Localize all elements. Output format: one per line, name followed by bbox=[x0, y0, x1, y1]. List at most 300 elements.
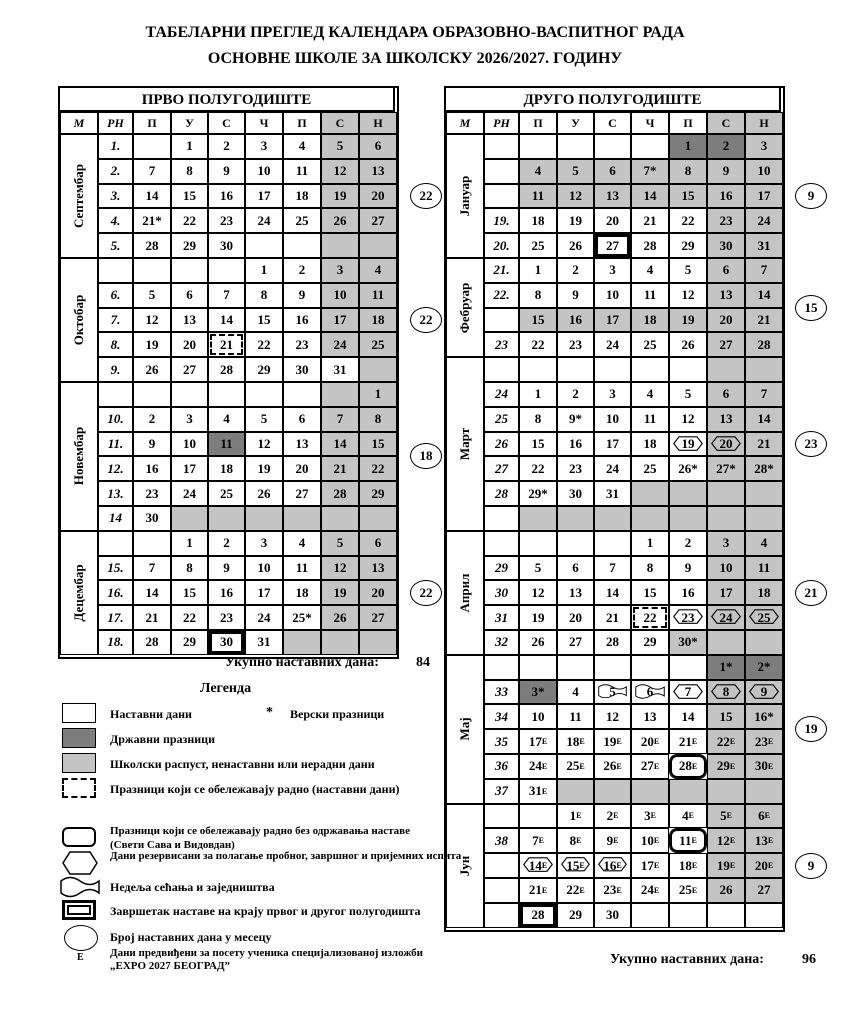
expo-marker: E bbox=[726, 811, 732, 821]
day-number: 28 bbox=[531, 907, 545, 923]
day-number: 24 bbox=[606, 336, 619, 352]
day-cell bbox=[669, 308, 707, 333]
day-cell bbox=[171, 531, 208, 556]
day-number: 26 bbox=[603, 758, 617, 774]
day-cell bbox=[707, 680, 745, 705]
month-day-count-circle: 19 bbox=[795, 716, 827, 742]
day-cell bbox=[707, 704, 745, 729]
day-number: 6 bbox=[722, 262, 730, 278]
day-cell bbox=[707, 903, 745, 928]
day-number: 4 bbox=[646, 262, 654, 278]
day-number: 9 bbox=[298, 287, 306, 303]
day-cell bbox=[669, 159, 707, 184]
day-cell bbox=[707, 853, 745, 878]
day-number: 22 bbox=[531, 460, 545, 476]
day-number: 18 bbox=[371, 311, 385, 327]
day-cell bbox=[171, 233, 208, 258]
day-cell bbox=[321, 481, 359, 506]
day-number: 25 bbox=[295, 212, 309, 228]
day-number: 2 bbox=[572, 262, 579, 278]
day-number: 13 bbox=[719, 287, 733, 303]
day-cell bbox=[245, 432, 283, 457]
day-cell bbox=[519, 556, 557, 581]
day-number: 13 bbox=[754, 832, 768, 848]
day-cell bbox=[669, 655, 707, 680]
day-number: 12 bbox=[145, 311, 159, 327]
day-cell bbox=[669, 456, 707, 481]
day-number: 1 bbox=[684, 138, 692, 154]
day-number: 27 bbox=[371, 212, 385, 228]
day-number: 24 bbox=[183, 485, 196, 501]
day-cell bbox=[359, 432, 397, 457]
day-cell bbox=[669, 531, 707, 556]
day-number: 7 bbox=[609, 559, 616, 575]
day-number: 27 bbox=[371, 609, 385, 625]
column-header: РН bbox=[484, 112, 519, 134]
week-number: 31 bbox=[484, 605, 519, 630]
day-number: 15 bbox=[681, 187, 695, 203]
day-number: 23 bbox=[295, 336, 309, 352]
day-cell bbox=[594, 184, 631, 209]
day-cell bbox=[283, 184, 321, 209]
day-cell bbox=[321, 283, 359, 308]
day-cell bbox=[519, 630, 557, 655]
day-cell bbox=[557, 531, 594, 556]
day-cell bbox=[283, 630, 321, 655]
day-number: 30 bbox=[606, 907, 619, 923]
day-number: 6 bbox=[374, 138, 382, 154]
day-cell bbox=[208, 506, 245, 531]
day-cell bbox=[245, 630, 283, 655]
day-cell bbox=[745, 580, 783, 605]
week-number: 19. bbox=[484, 208, 519, 233]
sem1-total-value: 84 bbox=[416, 655, 430, 670]
day-number: 26* bbox=[678, 460, 698, 476]
day-number: 9 bbox=[223, 163, 230, 179]
day-number: 3 bbox=[260, 535, 268, 551]
day-number: 31 bbox=[757, 237, 771, 253]
month-label bbox=[446, 804, 484, 928]
week-number: 7. bbox=[98, 308, 133, 333]
day-cell bbox=[133, 556, 171, 581]
week-number: 28 bbox=[484, 481, 519, 506]
day-cell bbox=[133, 531, 171, 556]
day-number: 13 bbox=[183, 311, 196, 327]
day-number: 15 bbox=[371, 435, 385, 451]
expo-marker: E bbox=[650, 811, 656, 821]
day-number: 5 bbox=[336, 138, 344, 154]
column-header: С bbox=[208, 112, 245, 134]
day-cell bbox=[745, 729, 783, 754]
sem2-total-label: Укупно наставних дана: bbox=[610, 952, 764, 967]
day-cell bbox=[594, 655, 631, 680]
legend-title: Легенда bbox=[200, 681, 252, 696]
day-cell bbox=[133, 407, 171, 432]
month-name: Мај bbox=[457, 717, 472, 741]
day-number: 6 bbox=[186, 287, 193, 303]
day-number: 15 bbox=[566, 857, 580, 873]
day-cell bbox=[359, 556, 397, 581]
day-cell bbox=[208, 134, 245, 159]
day-cell bbox=[669, 828, 707, 853]
day-number: 22 bbox=[183, 609, 196, 625]
day-cell bbox=[557, 159, 594, 184]
week-number bbox=[484, 531, 519, 556]
day-number: 28 bbox=[220, 361, 233, 377]
day-cell bbox=[594, 432, 631, 457]
day-number: 24 bbox=[528, 758, 542, 774]
expo-marker: E bbox=[579, 861, 585, 871]
column-header: М bbox=[60, 112, 98, 134]
day-cell bbox=[208, 357, 245, 382]
week-number bbox=[484, 159, 519, 184]
month-day-count-circle: 22 bbox=[410, 183, 442, 209]
day-number: 13 bbox=[569, 584, 582, 600]
day-cell bbox=[519, 655, 557, 680]
day-cell bbox=[594, 878, 631, 903]
day-cell bbox=[557, 804, 594, 829]
day-cell bbox=[631, 729, 669, 754]
day-number: 4 bbox=[682, 807, 689, 823]
legend-swatch-oval bbox=[62, 827, 96, 847]
week-number: 33 bbox=[484, 680, 519, 705]
day-number: 6 bbox=[374, 535, 382, 551]
day-cell bbox=[519, 779, 557, 804]
day-cell bbox=[631, 704, 669, 729]
day-cell bbox=[557, 779, 594, 804]
week-number: 10. bbox=[98, 407, 133, 432]
day-cell bbox=[321, 407, 359, 432]
day-cell bbox=[745, 208, 783, 233]
day-number: 10 bbox=[183, 435, 196, 451]
day-number: 10 bbox=[640, 832, 654, 848]
day-number: 13 bbox=[643, 708, 657, 724]
day-number: 20 bbox=[371, 584, 385, 600]
day-number: 15 bbox=[531, 435, 545, 451]
day-number: 21 bbox=[757, 435, 771, 451]
day-number: 29 bbox=[183, 237, 196, 253]
day-cell bbox=[171, 258, 208, 283]
day-number: 14 bbox=[145, 584, 159, 600]
day-cell bbox=[519, 332, 557, 357]
day-number: 11 bbox=[679, 832, 692, 848]
day-number: 1 bbox=[260, 262, 268, 278]
expo-marker: E bbox=[691, 761, 698, 771]
day-cell bbox=[631, 134, 669, 159]
day-cell bbox=[557, 332, 594, 357]
day-number: 27 bbox=[569, 634, 582, 650]
day-number: 9 bbox=[223, 559, 230, 575]
day-number: 17 bbox=[183, 460, 196, 476]
day-cell bbox=[245, 308, 283, 333]
day-number: 30 bbox=[295, 361, 309, 377]
day-cell bbox=[631, 804, 669, 829]
day-cell bbox=[557, 556, 594, 581]
day-number: 5 bbox=[609, 683, 616, 699]
day-cell bbox=[631, 208, 669, 233]
day-cell bbox=[321, 233, 359, 258]
day-cell bbox=[594, 804, 631, 829]
day-number: 14 bbox=[643, 187, 657, 203]
day-cell bbox=[745, 407, 783, 432]
day-cell bbox=[321, 630, 359, 655]
day-cell bbox=[359, 283, 397, 308]
day-cell bbox=[707, 233, 745, 258]
day-cell bbox=[245, 357, 283, 382]
day-number: 9 bbox=[148, 435, 156, 451]
week-number: 27 bbox=[484, 456, 519, 481]
day-number: 24 bbox=[757, 212, 771, 228]
day-number: 3 bbox=[336, 262, 344, 278]
day-number: 3 bbox=[609, 262, 616, 278]
day-number: 7 bbox=[336, 411, 344, 427]
week-number: 26 bbox=[484, 432, 519, 457]
day-cell bbox=[631, 332, 669, 357]
day-number: 28 bbox=[757, 336, 771, 352]
day-number: 19 bbox=[333, 584, 347, 600]
day-cell bbox=[171, 159, 208, 184]
expo-marker: E bbox=[616, 861, 622, 871]
day-cell bbox=[283, 208, 321, 233]
month-label bbox=[446, 655, 484, 804]
day-cell bbox=[707, 655, 745, 680]
day-cell bbox=[245, 332, 283, 357]
day-number: 18 bbox=[678, 857, 692, 873]
week-number: 15. bbox=[98, 556, 133, 581]
day-number: 8 bbox=[534, 287, 542, 303]
month-label bbox=[446, 134, 484, 258]
day-number: 7 bbox=[148, 163, 156, 179]
day-number: 2 bbox=[606, 807, 614, 823]
week-number bbox=[484, 134, 519, 159]
month-name: Децембар bbox=[71, 564, 86, 622]
day-cell bbox=[631, 605, 669, 630]
day-cell bbox=[519, 605, 557, 630]
expo-marker: E bbox=[653, 885, 660, 895]
day-cell bbox=[669, 903, 707, 928]
day-cell bbox=[745, 630, 783, 655]
column-header: П bbox=[283, 112, 321, 134]
day-cell bbox=[133, 332, 171, 357]
column-header: С bbox=[321, 112, 359, 134]
week-number: 6. bbox=[98, 283, 133, 308]
day-cell bbox=[171, 308, 208, 333]
day-cell bbox=[594, 382, 631, 407]
day-number: 5 bbox=[260, 411, 268, 427]
day-cell bbox=[171, 208, 208, 233]
day-number: 29 bbox=[681, 237, 695, 253]
week-number bbox=[98, 531, 133, 556]
expo-marker: E bbox=[688, 811, 694, 821]
day-number: 20 bbox=[183, 336, 196, 352]
expo-marker: E bbox=[541, 737, 548, 747]
day-number: 15 bbox=[183, 584, 196, 600]
week-number: 34 bbox=[484, 704, 519, 729]
day-cell bbox=[321, 134, 359, 159]
day-number: 31 bbox=[528, 783, 542, 799]
day-number: 17 bbox=[528, 733, 542, 749]
day-number: 6 bbox=[758, 807, 765, 823]
day-cell bbox=[557, 407, 594, 432]
day-number: 23 bbox=[569, 336, 582, 352]
day-cell bbox=[245, 556, 283, 581]
month-name: Јун bbox=[457, 855, 472, 876]
day-cell bbox=[669, 233, 707, 258]
day-cell bbox=[171, 357, 208, 382]
day-cell bbox=[321, 332, 359, 357]
expo-marker: E bbox=[729, 737, 736, 747]
day-number: 26 bbox=[569, 237, 582, 253]
page-title-line1: ТАБЕЛАРНИ ПРЕГЛЕД КАЛЕНДАРА ОБРАЗОВНО-ВАСПИТНОГ РАДА bbox=[145, 24, 685, 41]
day-cell bbox=[594, 258, 631, 283]
day-number: 2 bbox=[298, 262, 306, 278]
day-cell bbox=[557, 630, 594, 655]
day-number: 8 bbox=[684, 163, 692, 179]
month-name: Октобар bbox=[71, 294, 86, 346]
day-number: 21 bbox=[333, 460, 347, 476]
day-cell bbox=[669, 580, 707, 605]
day-number: 2 bbox=[223, 535, 230, 551]
day-cell bbox=[745, 481, 783, 506]
day-cell bbox=[594, 481, 631, 506]
day-number: 28* bbox=[754, 460, 774, 476]
day-cell bbox=[707, 580, 745, 605]
day-number: 17 bbox=[606, 311, 619, 327]
day-number: 28 bbox=[606, 634, 619, 650]
day-number: 17 bbox=[606, 435, 619, 451]
column-header: У bbox=[557, 112, 594, 134]
day-number: 9* bbox=[569, 411, 582, 427]
day-number: 22 bbox=[566, 882, 580, 898]
day-cell bbox=[359, 407, 397, 432]
day-number: 24 bbox=[640, 882, 654, 898]
sem2-heading: ДРУГО ПОЛУГОДИШТЕ bbox=[444, 86, 781, 112]
day-cell bbox=[171, 432, 208, 457]
day-cell bbox=[519, 184, 557, 209]
day-cell bbox=[707, 779, 745, 804]
day-cell bbox=[133, 506, 171, 531]
day-number: 14 bbox=[757, 411, 771, 427]
day-number: 15 bbox=[183, 187, 196, 203]
day-number: 10 bbox=[719, 559, 733, 575]
day-cell bbox=[631, 680, 669, 705]
day-cell bbox=[745, 357, 783, 382]
day-cell bbox=[283, 481, 321, 506]
day-cell bbox=[557, 828, 594, 853]
day-cell bbox=[745, 878, 783, 903]
expo-marker: E bbox=[576, 836, 582, 846]
day-cell bbox=[669, 258, 707, 283]
day-cell bbox=[283, 506, 321, 531]
day-cell bbox=[519, 754, 557, 779]
day-cell bbox=[359, 208, 397, 233]
day-number: 11 bbox=[531, 187, 545, 203]
day-cell bbox=[557, 208, 594, 233]
day-cell bbox=[245, 134, 283, 159]
day-cell bbox=[283, 556, 321, 581]
day-number: 9 bbox=[760, 683, 768, 699]
day-number: 5 bbox=[684, 386, 692, 402]
day-cell bbox=[133, 159, 171, 184]
day-cell bbox=[631, 407, 669, 432]
day-cell bbox=[669, 407, 707, 432]
day-cell bbox=[133, 134, 171, 159]
day-number: 18 bbox=[295, 584, 309, 600]
week-number bbox=[484, 506, 519, 531]
day-number: 26 bbox=[719, 882, 733, 898]
day-number: 2 bbox=[223, 138, 230, 154]
week-number: 32 bbox=[484, 630, 519, 655]
day-number: 20 bbox=[640, 733, 654, 749]
day-cell bbox=[283, 605, 321, 630]
day-number: 8 bbox=[646, 559, 654, 575]
day-number: 19 bbox=[257, 460, 271, 476]
column-header: Н bbox=[745, 112, 783, 134]
legend-swatch-wave bbox=[60, 876, 100, 898]
expo-marker: E bbox=[767, 761, 774, 771]
day-cell bbox=[321, 605, 359, 630]
day-cell bbox=[631, 382, 669, 407]
day-number: 16 bbox=[681, 584, 695, 600]
day-number: 1 bbox=[569, 807, 577, 823]
day-cell bbox=[631, 878, 669, 903]
day-cell bbox=[594, 233, 631, 258]
day-cell bbox=[171, 283, 208, 308]
day-number: 11 bbox=[295, 559, 309, 575]
page-title-line2: ОСНОВНЕ ШКОЛЕ ЗА ШКОЛСКУ 2026/2027. ГОДИНУ bbox=[207, 50, 623, 67]
expo-marker: E bbox=[541, 761, 548, 771]
day-number: 21 bbox=[220, 336, 233, 352]
day-cell bbox=[745, 184, 783, 209]
day-cell bbox=[171, 407, 208, 432]
legend-oval-2: (Свети Сава и Видовдан) bbox=[110, 839, 235, 851]
day-number: 11 bbox=[371, 287, 385, 303]
day-number: 14 bbox=[220, 311, 233, 327]
day-cell bbox=[359, 531, 397, 556]
week-number: 29 bbox=[484, 556, 519, 581]
day-cell bbox=[321, 357, 359, 382]
day-cell bbox=[707, 382, 745, 407]
legend-expo-mark: E bbox=[77, 952, 84, 963]
day-cell bbox=[594, 903, 631, 928]
legend-wave: Недеља сећања и заједништва bbox=[110, 880, 275, 894]
day-cell bbox=[283, 283, 321, 308]
day-cell bbox=[669, 382, 707, 407]
day-number: 14 bbox=[606, 584, 619, 600]
day-cell bbox=[669, 556, 707, 581]
day-cell bbox=[245, 605, 283, 630]
day-cell bbox=[557, 357, 594, 382]
day-number: 25 bbox=[371, 336, 385, 352]
day-number: 25 bbox=[566, 758, 580, 774]
day-number: 7 bbox=[532, 832, 539, 848]
day-cell bbox=[245, 233, 283, 258]
day-number: 16 bbox=[220, 187, 233, 203]
day-number: 5 bbox=[336, 535, 344, 551]
day-cell bbox=[519, 208, 557, 233]
day-cell bbox=[171, 456, 208, 481]
day-cell bbox=[245, 283, 283, 308]
legend-hex: Дани резервисани за полагање пробног, завршног и пријемних испита bbox=[110, 850, 462, 862]
day-cell bbox=[519, 432, 557, 457]
day-cell bbox=[245, 382, 283, 407]
week-number: 35 bbox=[484, 729, 519, 754]
day-cell bbox=[321, 556, 359, 581]
day-cell bbox=[519, 853, 557, 878]
day-number: 14 bbox=[681, 708, 695, 724]
week-number bbox=[484, 804, 519, 829]
day-cell bbox=[283, 308, 321, 333]
